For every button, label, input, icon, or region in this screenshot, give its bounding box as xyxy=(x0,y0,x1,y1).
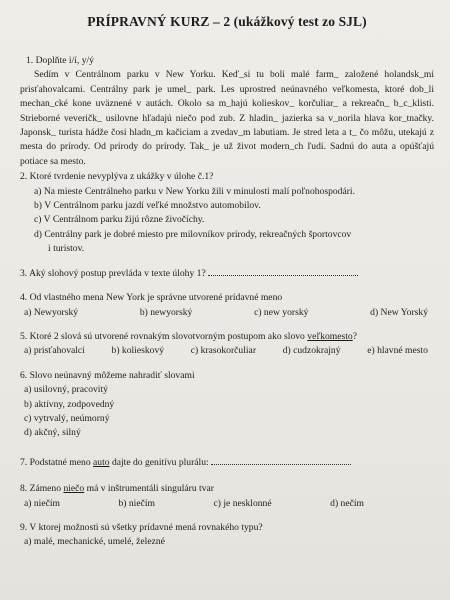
question-8-text xyxy=(20,482,434,496)
question-8-option-a: a) niečím xyxy=(24,497,60,509)
question-5-option-d: d) cudzokrajný xyxy=(282,345,341,357)
question-9 xyxy=(20,521,434,550)
question-8-option-d: d) nečím xyxy=(330,497,364,509)
page-title: PRÍPRAVNÝ KURZ – 2 (ukážkový test zo SJL) xyxy=(87,14,367,29)
question-4-option-d: d) New Yorský xyxy=(370,306,428,318)
question-5-text xyxy=(20,330,434,344)
question-2-option-a: a) Na mieste Centrálneho parku v New Yorku žili v minulosti malí poľnohospodári. xyxy=(34,185,355,197)
question-5-text-start: 5. Ktoré 2 slová sú utvorené rovnakým slovotvorným postupom ako slovo xyxy=(20,330,308,342)
question-6-option-b: b) aktívny, zodpovedný xyxy=(24,398,115,410)
question-6 xyxy=(20,369,434,441)
question-2-option-b: b) V Centrálnom parku jazdí veľké množstvo automobilov. xyxy=(34,200,261,212)
question-3 xyxy=(20,266,434,281)
question-2-option-c: c) V Centrálnom parku žijú rôzne živočíchy. xyxy=(34,214,205,226)
question-3-text: 3. Aký slohový postup prevláda v texte úlohy 1? xyxy=(20,267,206,279)
question-7-text-end: dajte do genitívu plurálu: xyxy=(109,456,209,468)
question-6-text: 6. Slovo neúnavný môžeme nahradiť slovami xyxy=(20,369,195,381)
question-4-option-a: a) Newyorský xyxy=(24,306,79,318)
question-5-options xyxy=(20,344,434,358)
question-8-option-b: b) niečím xyxy=(118,497,155,509)
question-1 xyxy=(20,54,434,169)
question-7 xyxy=(20,455,434,470)
question-8-option-c: c) je nesklonné xyxy=(213,497,272,509)
question-6-option-a: a) usilovný, pracovitý xyxy=(24,384,108,396)
passage-text: Sedím v Centrálnom parku v New Yorku. Keď_si tu boli malé farm_ založené holandsk_mi prisťahovalcami. Centrálny park je umel_ park. Les uprostred neúnavného veľkomesta, ktoré dob_li mechan_cké kone uväznené v autách. Okolo sa m_hajú kolieskov_ korčuliar_ a rekreačn_ b_c_klisti. Strieborné veveričk_ usilovne hľadajú niečo pod zub. Z hladin_ jazierka sa v_norila hlava kor_tnačky. Japonsk_ turista hádže čosi hladn_m kačiciam a zvedav_m labutiam. Je stred leta a t_ čo môžu, utekajú z mesta do prírody. Od prírody do prírody. Tak_ je už život modern_ch ľudí. Sadnú do auta a opúšťajú potiace sa mesto. xyxy=(20,69,434,167)
question-5 xyxy=(20,330,434,359)
question-7-text-start: 7. Podstatné meno xyxy=(20,456,94,468)
question-8-text-end: má v inštrumentáli singuláru tvar xyxy=(84,483,214,495)
question-4-option-b: b) newyorský xyxy=(139,306,193,318)
question-8-options xyxy=(20,497,434,511)
question-9-text: 9. V ktorej možnosti sú všetky prídavné mená rovnakého typu? xyxy=(20,521,263,533)
question-5-underlined-word: veľkomesto xyxy=(307,330,353,342)
question-7-underlined-word: auto xyxy=(93,456,110,468)
question-8 xyxy=(20,482,434,511)
question-4 xyxy=(20,291,434,320)
question-4-option-c: c) new yorský xyxy=(254,306,309,318)
question-5-text-end: ? xyxy=(352,330,357,342)
question-4-text: 4. Od vlastného mena New York je správne utvorené prídavné meno xyxy=(20,292,283,304)
question-4-options xyxy=(20,306,434,320)
question-9-option-a: a) malé, mechanické, umelé, železné xyxy=(24,536,165,548)
question-5-option-e: e) hlavné mesto xyxy=(367,345,428,357)
question-2 xyxy=(20,170,434,256)
question-1-passage xyxy=(20,68,434,169)
question-5-option-b: b) kolieskový xyxy=(111,345,165,357)
question-5-option-c: c) krasokorčuliar xyxy=(190,345,257,357)
question-8-text-start: 8. Zámeno xyxy=(20,483,64,495)
question-2-option-d: d) Centrálny park je dobré miesto pre milovníkov prírody, rekreačných športovcov xyxy=(34,228,352,240)
question-3-answer-line xyxy=(208,266,358,276)
question-6-option-c: c) vytrvalý, neúmorný xyxy=(24,412,110,424)
question-6-option-d: d) akčný, silný xyxy=(24,427,81,439)
question-2-text: 2. Ktoré tvrdenie nevyplýva z ukážky v úlohe č.1? xyxy=(20,171,214,183)
question-8-underlined-word: niečo xyxy=(63,483,85,495)
question-1-heading: 1. Doplňte i/í, y/ý xyxy=(26,55,94,66)
question-5-option-a: a) prisťahovalci xyxy=(24,345,85,357)
question-2-option-d-continued: i turistov. xyxy=(48,243,85,255)
question-7-answer-line xyxy=(211,455,351,465)
